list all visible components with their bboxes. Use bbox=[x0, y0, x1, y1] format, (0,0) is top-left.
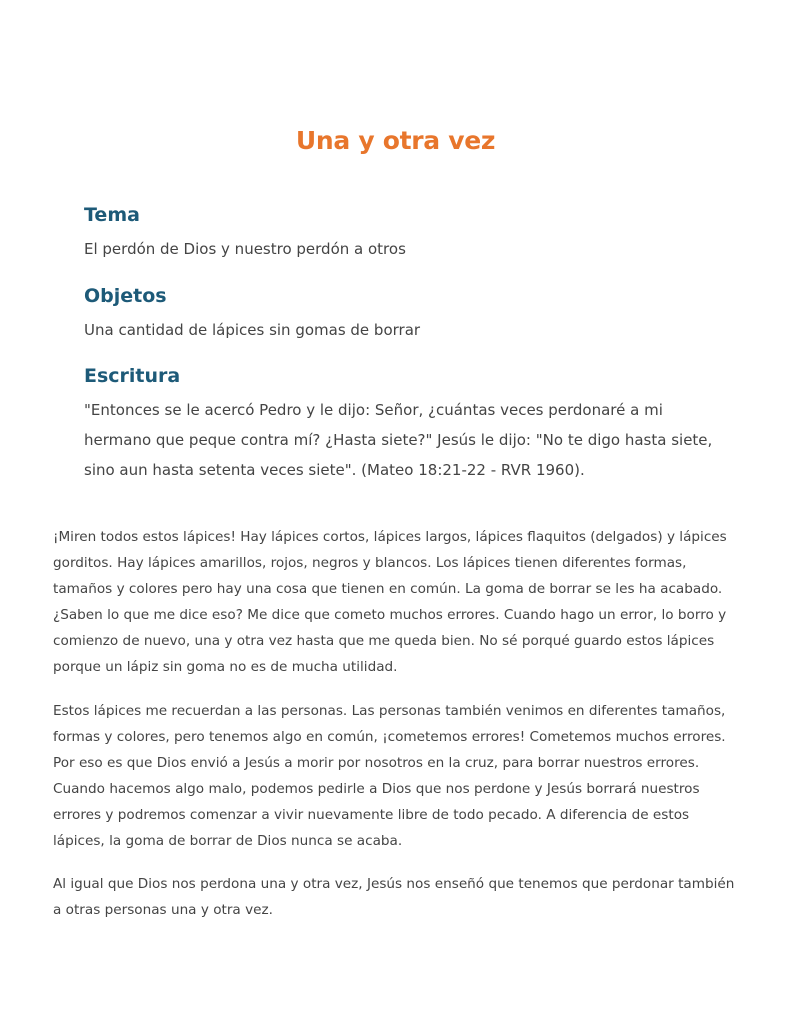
section-heading-tema: Tema bbox=[84, 204, 140, 226]
section-escritura bbox=[84, 363, 724, 485]
section-text-objetos: Una cantidad de lápices sin gomas de borrar bbox=[84, 321, 421, 339]
section-tema bbox=[84, 202, 724, 264]
body-paragraph-3: Al igual que Dios nos perdona una y otra vez, Jesús nos enseñó que tenemos que perdonar también a otras personas una y otra vez. bbox=[53, 876, 735, 918]
section-heading-escritura: Escritura bbox=[84, 365, 181, 387]
section-heading-objetos: Objetos bbox=[84, 285, 167, 307]
page-title: Una y otra vez bbox=[295, 125, 496, 155]
body-paragraph-1: ¡Miren todos estos lápices! Hay lápices cortos, lápices largos, lápices flaquitos (delgados) y lápices gorditos. Hay lápices amarillos, rojos, negros y blancos. Los lápices tienen diferentes formas, tamaños y colores pero hay una cosa que tienen en común. La goma de borrar se les ha acabado. ¿Saben lo que me dice eso? Me dice que cometo muchos errores. Cuando hago un error, lo borro y comienzo de nuevo, una y otra vez hasta que me queda bien. No sé porqué guardo estos lápices porque un lápiz sin goma no es de mucha utilidad. bbox=[53, 529, 727, 675]
section-text-tema: El perdón de Dios y nuestro perdón a otros bbox=[84, 240, 406, 258]
section-text-escritura: "Entonces se le acercó Pedro y le dijo: Señor, ¿cuántas veces perdonaré a mi hermano que peque contra mí? ¿Hasta siete?" Jesús le dijo: "No te digo hasta siete, sino aun hasta setenta veces siete". (Mateo 18:21-22 - RVR 1960). bbox=[84, 401, 713, 479]
section-objetos bbox=[84, 283, 724, 345]
body-paragraph-2: Estos lápices me recuerdan a las personas. Las personas también venimos en diferentes tamaños, formas y colores, pero tenemos algo en común, ¡cometemos errores! Cometemos muchos errores. Por eso es que Dios envió a Jesús a morir por nosotros en la cruz, para borrar nuestros errores. Cuando hacemos algo malo, podemos pedirle a Dios que nos perdone y Jesús borrará nuestros errores y podremos comenzar a vivir nuevamente libre de todo pecado. A diferencia de estos lápices, la goma de borrar de Dios nunca se acaba. bbox=[53, 703, 726, 849]
